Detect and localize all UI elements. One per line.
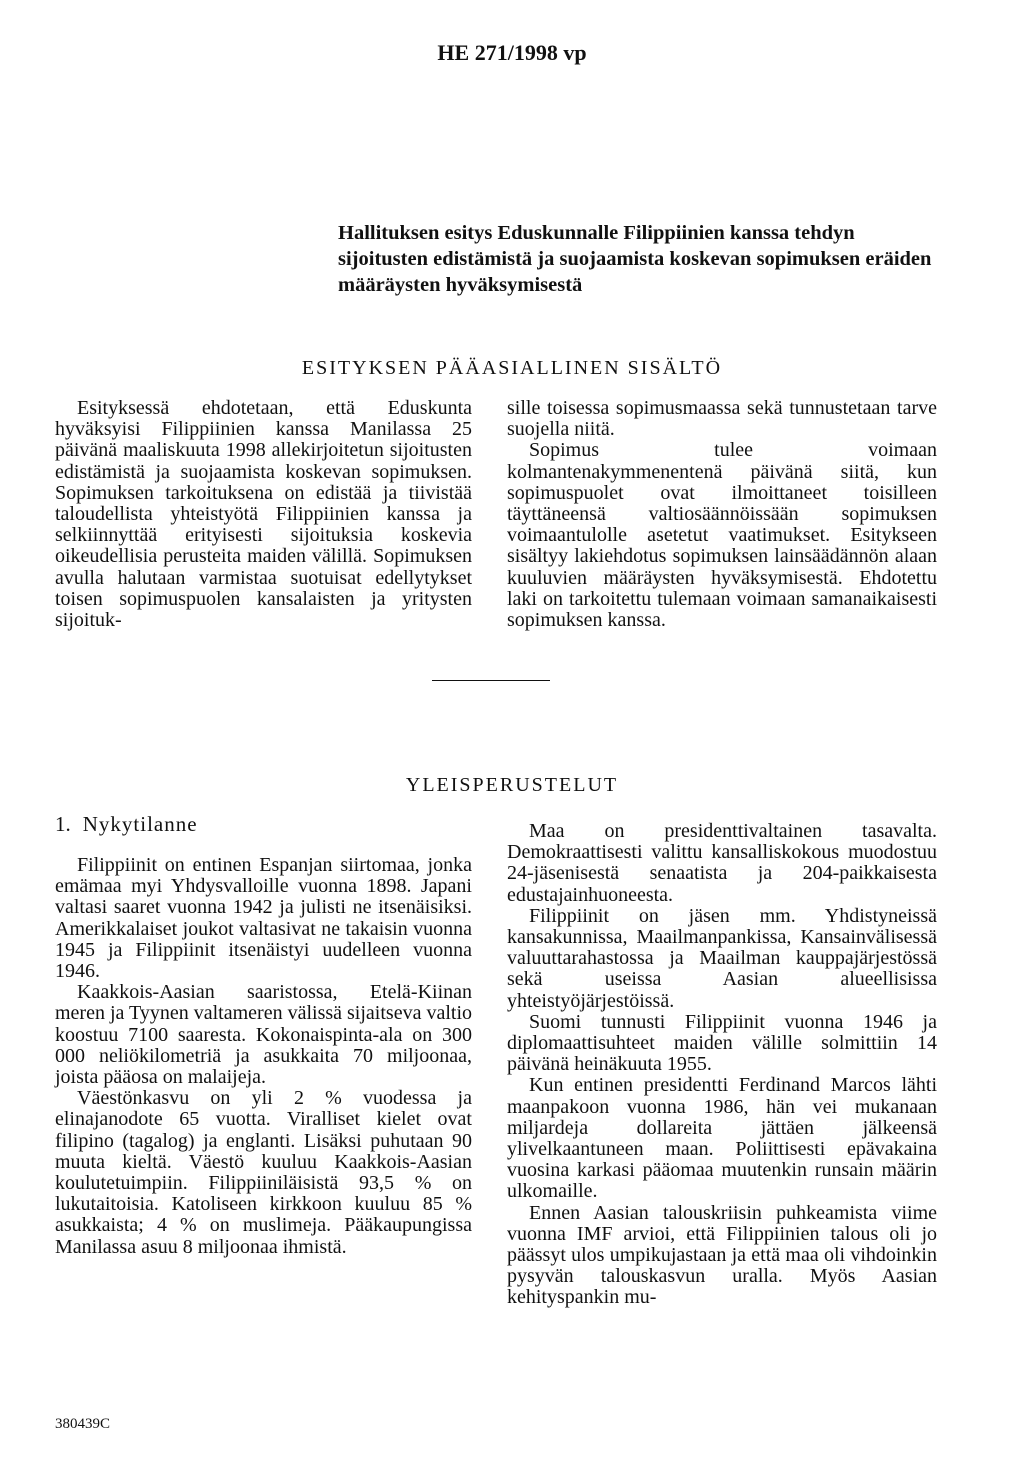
summary-paragraph: Sopimus tulee voimaan kolmantenakymmenentenä päivänä siitä, kun sopimuspuolet ovat ilmoittaneet toisilleen täyttäneensä valtiosäännöissään sopimuksen voimaantulolle asetetut vaatimukset. Esitykseen sisältyy lakiehdotus sopimuksen lainsäädännön alaan kuuluvien määräysten hyväksymisestä. Ehdotettu laki on tarkoitettu tulemaan voimaan samanaikaisesti sopimuksen kanssa.	[507, 439, 937, 632]
body-paragraph: Kun entinen presidentti Ferdinand Marcos lähti maanpakoon vuonna 1986, hän vei mukanaan miljardeja dollareita jättäen jälkeensä ylivelkaantuneen maan. Poliittisesti epävakaina vuosina karkasi pääomaa muutenkin runsain määrin ulkomaille.	[507, 1074, 937, 1203]
document-header-id: HE 271/1998 vp	[437, 40, 587, 65]
summary-paragraph: sille toisessa sopimusmaassa sekä tunnustetaan tarve suojella niitä.	[507, 397, 937, 441]
body-paragraph: Suomi tunnusti Filippiinit vuonna 1946 ja diplomaattisuhteet maiden välille solmittiin 14 päivänä heinäkuuta 1955.	[507, 1010, 937, 1076]
body-paragraph: Filippiinit on jäsen mm. Yhdistyneissä kansakunnissa, Maailmanpankissa, Kansainvälisessä valuuttarahastossa ja Maailman kauppajärjestössä sekä useissa Aasian alueellisissa yhteistyöjärjestöissä.	[507, 904, 937, 1012]
summary-paragraph: Esityksessä ehdotetaan, että Eduskunta hyväksyisi Filippiinien kanssa Manilassa 25 päivänä maaliskuuta 1998 allekirjoitetun sijoitusten edistämistä ja suojaamista koskevan sopimuksen. Sopimuksen tarkoituksena on edistää ja tiivistää taloudellista yhteistyötä Filippiinien kanssa ja selkiinnyttää erityisesti sijoituksia koskevia oikeudellisia perusteita maiden välillä. Sopimuksen avulla halutaan varmistaa suotuisat edellytykset toisen sopimuspuolen kansalaisten ja yritysten sijoituk-	[55, 397, 472, 632]
subsection-title: Nykytilanne	[82, 812, 198, 836]
subsection-heading	[55, 812, 198, 837]
general-left-column	[55, 855, 472, 1258]
body-paragraph: Maa on presidenttivaltainen tasavalta. Demokraattisesti valittu kansalliskokous muodostuu 24-jäsenisestä senaatista ja 204-paikkaisesta edustajainhuoneesta.	[507, 820, 937, 906]
document-code: 380439C	[55, 1416, 111, 1432]
summary-right-column	[507, 398, 937, 631]
body-paragraph: Ennen Aasian talouskriisin puhkeamista viime vuonna IMF arvioi, että Filippiinien talous oli jo päässyt ulos umpikujastaan ja että maa oli vihdoinkin pysyvän talouskasvun uralla. Myös Aasian kehityspankin mu-	[507, 1201, 937, 1309]
summary-left-column	[55, 398, 472, 631]
body-paragraph: Kaakkois-Aasian saaristossa, Etelä-Kiinan meren ja Tyynen valtameren välissä sijaitseva valtio koostuu 7100 saaresta. Kokonaispinta-ala on 300 000 neliökilometriä ja asukkaita 70 miljoonaa, joista pääosa on malaijeja.	[55, 981, 472, 1089]
section-divider	[432, 680, 550, 681]
general-right-column	[507, 821, 937, 1309]
body-paragraph: Filippiinit on entinen Espanjan siirtomaa, jonka emämaa myi Yhdysvalloille vuonna 1898. Japani valtasi saaret vuonna 1942 ja julisti ne itsenäisiksi. Amerikkalaiset joukot valtasivat ne takaisin vuonna 1945 ja Filippiinit itsenäistyi uudelleen vuonna 1946.	[55, 854, 472, 983]
bill-title: Hallituksen esitys Eduskunnalle Filippiinien kanssa tehdyn sijoitusten edistämistä ja suojaamista koskevan sopimuksen eräiden määräysten hyväksymisestä	[338, 222, 932, 296]
summary-heading: ESITYKSEN PÄÄASIALLINEN SISÄLTÖ	[301, 357, 723, 379]
general-heading: YLEISPERUSTELUT	[405, 774, 619, 796]
subsection-number: 1.	[55, 812, 71, 836]
body-paragraph: Väestönkasvu on yli 2 % vuodessa ja elinajanodote 65 vuotta. Viralliset kielet ovat filipino (tagalog) ja englanti. Lisäksi puhutaan 90 muuta kieltä. Väestö kuuluu Kaakkois-Aasian koulutetuimpiin. Filippiiniläisistä 93,5 % on lukutaitoisia. Katoliseen kirkkoon kuuluu 85 % asukkaista; 4 % on muslimeja. Pääkaupungissa Manilassa asuu 8 miljoonaa ihmistä.	[55, 1087, 472, 1258]
